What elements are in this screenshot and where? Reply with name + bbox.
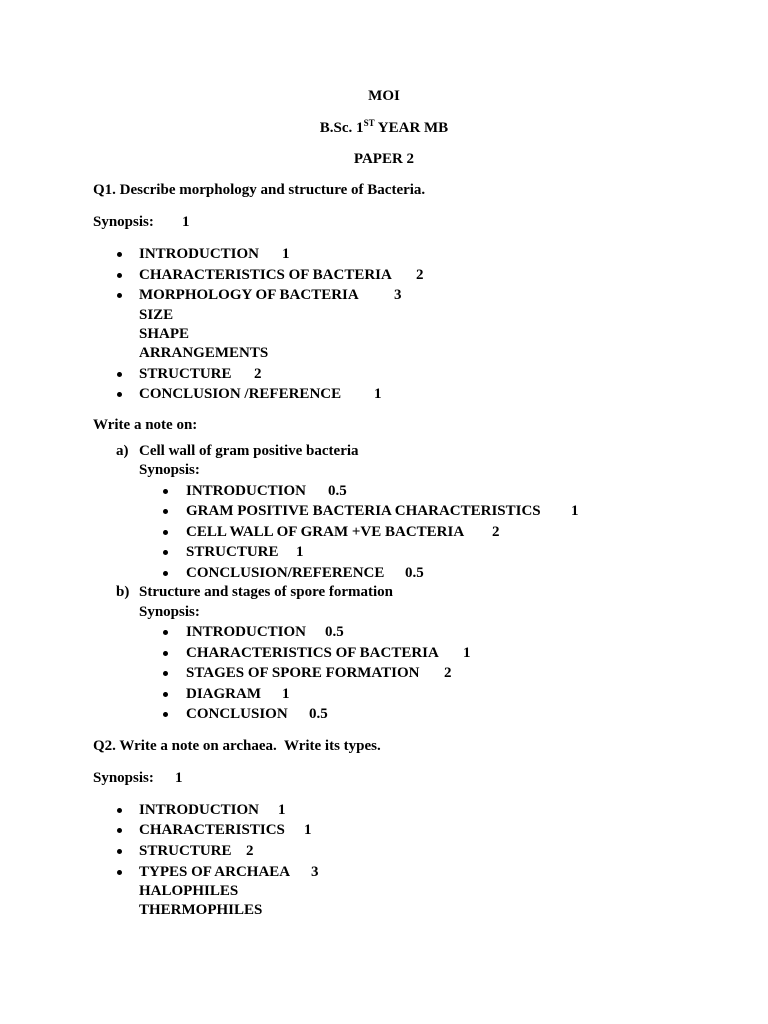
q1-item-marks: 1 bbox=[282, 246, 290, 262]
q2-item-label: TYPES OF ARCHAEA bbox=[139, 864, 291, 880]
q2-item-label: CHARACTERISTICS bbox=[139, 822, 285, 838]
note-b-item-label: CONCLUSION bbox=[186, 706, 288, 722]
note-a-item-marks: 0.5 bbox=[328, 483, 347, 499]
note-b-item-marks: 2 bbox=[444, 665, 452, 681]
q1-item-label: MORPHOLOGY OF BACTERIA bbox=[139, 287, 359, 303]
paper-label: PAPER 2 bbox=[353, 151, 415, 167]
bullet-icon bbox=[117, 273, 122, 278]
q2-item-marks: 3 bbox=[311, 864, 319, 880]
bullet-icon bbox=[163, 692, 168, 697]
bullet-icon bbox=[163, 530, 168, 535]
q2-item-label: STRUCTURE bbox=[139, 843, 232, 859]
document-title: MOI bbox=[368, 88, 400, 104]
bullet-icon bbox=[117, 293, 122, 298]
note-b-item-label: STAGES OF SPORE FORMATION bbox=[186, 665, 420, 681]
q1-item-label: CHARACTERISTICS OF BACTERIA bbox=[139, 267, 392, 283]
bullet-icon bbox=[163, 671, 168, 676]
note-b-title: Structure and stages of spore formation bbox=[139, 584, 394, 600]
q1-subitem: SIZE bbox=[139, 307, 174, 323]
note-a-item-marks: 1 bbox=[571, 503, 579, 519]
bullet-icon bbox=[163, 550, 168, 555]
q2-synopsis-label: Synopsis: bbox=[93, 770, 154, 786]
bullet-icon bbox=[117, 808, 122, 813]
note-a-item-label: INTRODUCTION bbox=[186, 483, 307, 499]
note-a-item-marks: 1 bbox=[296, 544, 304, 560]
bullet-icon bbox=[163, 712, 168, 717]
note-b-item-label: DIAGRAM bbox=[186, 686, 261, 702]
bullet-icon bbox=[163, 630, 168, 635]
q1-item-marks: 1 bbox=[374, 386, 382, 402]
note-b-item-marks: 1 bbox=[282, 686, 290, 702]
q1-item-label: CONCLUSION /REFERENCE bbox=[139, 386, 342, 402]
q2-item-label: INTRODUCTION bbox=[139, 802, 260, 818]
q1-item-label: STRUCTURE bbox=[139, 366, 232, 382]
q1-synopsis-label: Synopsis: bbox=[93, 214, 154, 230]
q1-question: Q1. Describe morphology and structure of Bacteria. bbox=[93, 182, 426, 198]
note-a-item-label: CELL WALL OF GRAM +VE BACTERIA bbox=[186, 524, 465, 540]
note-a-item-label: CONCLUSION/REFERENCE bbox=[186, 565, 385, 581]
note-b-item-marks: 1 bbox=[463, 645, 471, 661]
note-a-item-label: STRUCTURE bbox=[186, 544, 279, 560]
note-b-item-label: INTRODUCTION bbox=[186, 624, 307, 640]
note-a-item-marks: 2 bbox=[492, 524, 500, 540]
note-b-synopsis-label: Synopsis: bbox=[139, 604, 200, 620]
bullet-icon bbox=[117, 849, 122, 854]
bullet-icon bbox=[117, 372, 122, 377]
q2-item-marks: 2 bbox=[246, 843, 254, 859]
note-a-synopsis-label: Synopsis: bbox=[139, 462, 200, 478]
q2-item-marks: 1 bbox=[278, 802, 286, 818]
bullet-icon bbox=[163, 489, 168, 494]
q1-item-marks: 2 bbox=[254, 366, 262, 382]
q2-synopsis-marks: 1 bbox=[175, 770, 183, 786]
course-line bbox=[0, 119, 768, 137]
q1-item-marks: 3 bbox=[394, 287, 402, 303]
note-a-item-label: GRAM POSITIVE BACTERIA CHARACTERISTICS bbox=[186, 503, 541, 519]
q2-subitem: HALOPHILES bbox=[139, 883, 239, 899]
note-heading: Write a note on: bbox=[93, 417, 198, 433]
note-b-marker: b) bbox=[116, 584, 130, 600]
bullet-icon bbox=[117, 392, 122, 397]
note-b-item-label: CHARACTERISTICS OF BACTERIA bbox=[186, 645, 439, 661]
q1-item-label: INTRODUCTION bbox=[139, 246, 260, 262]
course-prefix: B.Sc. 1 bbox=[319, 120, 364, 136]
note-a-title: Cell wall of gram positive bacteria bbox=[139, 443, 359, 459]
bullet-icon bbox=[117, 870, 122, 875]
bullet-icon bbox=[163, 509, 168, 514]
bullet-icon bbox=[163, 571, 168, 576]
bullet-icon bbox=[163, 651, 168, 656]
course-superscript: ST bbox=[363, 118, 375, 128]
q1-item-marks: 2 bbox=[416, 267, 424, 283]
note-a-item-marks: 0.5 bbox=[405, 565, 424, 581]
note-a-marker: a) bbox=[116, 443, 129, 459]
course-suffix: YEAR MB bbox=[374, 120, 449, 136]
note-b-item-marks: 0.5 bbox=[325, 624, 344, 640]
q1-subitem: SHAPE bbox=[139, 326, 190, 342]
note-b-item-marks: 0.5 bbox=[309, 706, 328, 722]
q2-item-marks: 1 bbox=[304, 822, 312, 838]
q1-synopsis-marks: 1 bbox=[182, 214, 190, 230]
q2-question: Q2. Write a note on archaea. Write its types. bbox=[93, 738, 381, 754]
q1-subitem: ARRANGEMENTS bbox=[139, 345, 269, 361]
bullet-icon bbox=[117, 828, 122, 833]
bullet-icon bbox=[117, 252, 122, 257]
q2-subitem: THERMOPHILES bbox=[139, 902, 263, 918]
